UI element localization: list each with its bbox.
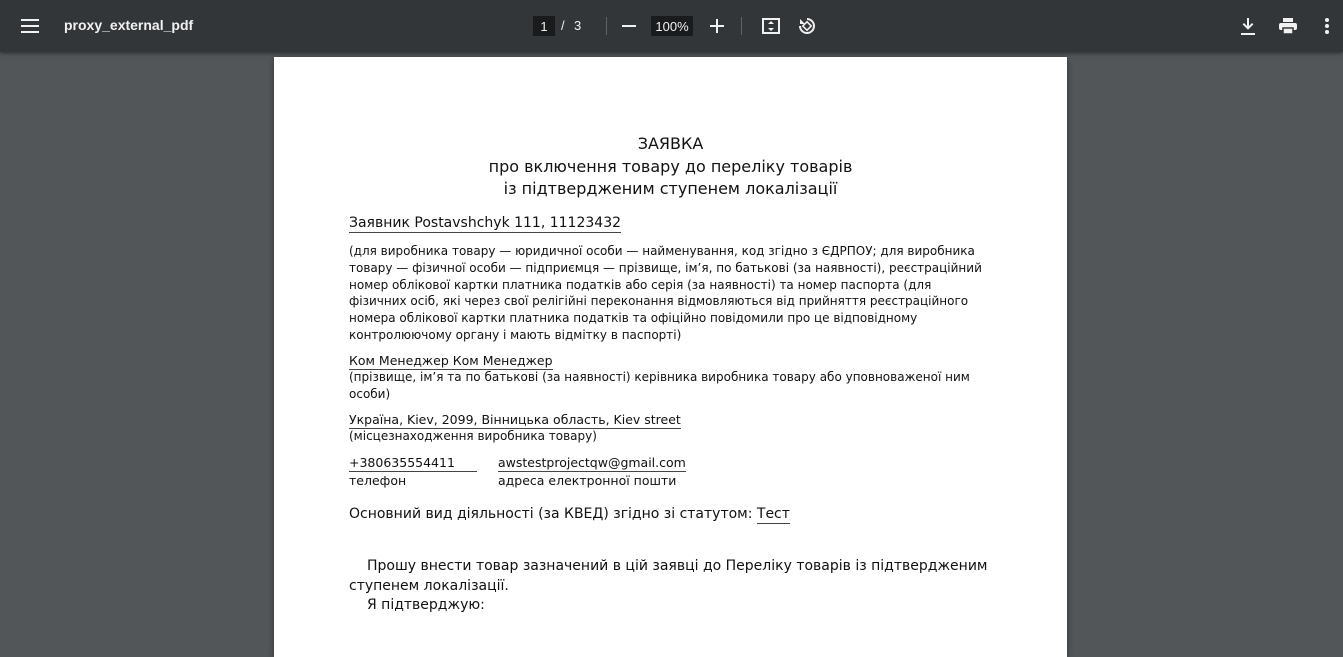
phone-block (349, 454, 477, 490)
manager-note-line: (прізвище, ім’я та по батькові (за наявності) керівника виробника товару або уповноваженої ним (349, 370, 970, 384)
email-value: awstestprojectqw@gmail.com (498, 455, 686, 470)
heading-line: про включення товару до переліку товарів (488, 156, 853, 176)
email-label: адреса електронної пошти (498, 473, 677, 488)
download-icon[interactable] (1232, 10, 1264, 42)
phone-label: телефон (349, 473, 407, 488)
plus-icon[interactable] (701, 10, 733, 42)
document-heading (274, 133, 1067, 201)
minus-icon[interactable] (613, 10, 645, 42)
hamburger-menu-icon[interactable] (14, 10, 46, 42)
address-value: Україна, Kiev, 2099, Вінницька область, Kiev street (349, 412, 681, 427)
kved-value: Тест (756, 506, 790, 522)
note-line: контролюючому органу і мають відмітку в паспорті) (349, 327, 682, 342)
heading-line: із підтвердженим ступенем локалізації (503, 179, 838, 198)
note-line: номера облікової картки платника податків та офіційно повідомили про це відповідному (349, 311, 918, 326)
manager-block (349, 352, 999, 403)
print-icon[interactable] (1272, 10, 1304, 42)
zoom-input[interactable] (651, 16, 693, 36)
total-pages: 3 (574, 18, 582, 33)
request-paragraph (349, 557, 1009, 616)
manager-name: Ком Менеджер Ком Менеджер (349, 353, 553, 368)
applicant-value: Заявник Postavshchyk 111, 11123432 (349, 215, 622, 231)
fit-page-icon[interactable] (755, 10, 787, 42)
page-separator: / (561, 18, 565, 33)
request-line: ступенем локалізації. (349, 577, 509, 594)
toolbar-divider (606, 17, 607, 35)
applicant-note (349, 243, 999, 344)
address-block (349, 411, 999, 445)
toolbar-divider (741, 17, 742, 35)
pdf-page (274, 57, 1067, 657)
heading-line: ЗАЯВКА (637, 134, 704, 153)
note-line: номер облікової картки платника податків або серія (за наявності) та номер паспорта (для (349, 277, 932, 292)
applicant-line (349, 215, 621, 231)
email-block (498, 454, 686, 490)
pdf-toolbar (0, 0, 1343, 52)
document-title: proxy_external_pdf (64, 17, 194, 33)
more-vert-icon[interactable] (1311, 10, 1343, 42)
manager-note-line: особи) (349, 387, 391, 401)
note-line: товару — фізичної особи — підприємця — прізвище, ім’я, по батькові (за наявності), реєстраційний (349, 260, 982, 275)
confirm-line: Я підтверджую: (367, 597, 485, 613)
note-line: (для виробника товару — юридичної особи — найменування, код згідно з ЄДРПОУ; для виробника (349, 244, 975, 258)
phone-value: +380635554411 (349, 455, 477, 472)
note-line: фізичних осіб, які через свої релігійні переконання відмовляються від прийняття реєстраційного (349, 294, 969, 309)
request-line: Прошу внести товар зазначений в цій заявці до Переліку товарів із підтвердженим (367, 558, 988, 574)
current-page-input[interactable] (533, 16, 555, 36)
kved-line (349, 506, 790, 522)
kved-label: Основний вид діяльності (за КВЕД) згідно зі статутом: (349, 506, 753, 522)
rotate-icon[interactable] (791, 10, 823, 42)
address-note: (місцезнаходження виробника товару) (349, 429, 597, 443)
